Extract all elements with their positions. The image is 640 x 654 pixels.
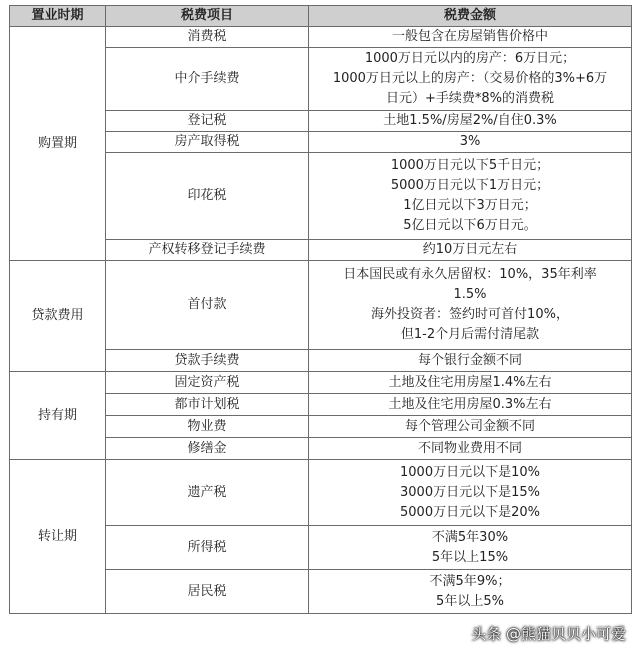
header-amount: 税费金额 bbox=[309, 6, 632, 27]
table-row bbox=[10, 372, 632, 394]
item-cell: 物业费 bbox=[106, 416, 309, 438]
amount-cell: 1000万日元以下是10% 3000万日元以下是15% 5000万日元以下是20% bbox=[309, 460, 632, 526]
amount-cell: 不满5年30% 5年以上15% bbox=[309, 526, 632, 570]
table-header-row bbox=[10, 6, 632, 27]
table-row bbox=[10, 261, 632, 350]
item-cell: 固定资产税 bbox=[106, 372, 309, 394]
item-cell: 首付款 bbox=[106, 261, 309, 350]
header-item: 税费项目 bbox=[106, 6, 309, 27]
amount-cell: 土地1.5%/房屋2%/自住0.3% bbox=[309, 111, 632, 132]
item-cell: 登记税 bbox=[106, 111, 309, 132]
period-loan: 贷款费用 bbox=[10, 261, 106, 372]
amount-cell: 土地及住宅用房屋1.4%左右 bbox=[309, 372, 632, 394]
item-cell: 所得税 bbox=[106, 526, 309, 570]
amount-cell: 不满5年9%； 5年以上5% bbox=[309, 570, 632, 614]
period-transfer: 转让期 bbox=[10, 460, 106, 614]
item-cell: 产权转移登记手续费 bbox=[106, 240, 309, 261]
item-cell: 房产取得税 bbox=[106, 132, 309, 153]
table-row bbox=[10, 27, 632, 48]
item-cell: 消费税 bbox=[106, 27, 309, 48]
amount-cell: 1000万日元以内的房产：6万日元； 1000万日元以上的房产：（交易价格的3%+6万 日元）+手续费*8%的消费税 bbox=[309, 48, 632, 111]
period-purchase: 购置期 bbox=[10, 27, 106, 261]
amount-cell: 土地及住宅用房屋0.3%左右 bbox=[309, 394, 632, 416]
amount-cell: 每个银行金额不同 bbox=[309, 350, 632, 372]
item-cell: 贷款手续费 bbox=[106, 350, 309, 372]
item-cell: 居民税 bbox=[106, 570, 309, 614]
watermark: 头条 @熊猫贝贝小可爱 bbox=[471, 625, 626, 643]
amount-cell: 日本国民或有永久居留权：10%，35年利率 1.5% 海外投资者：签约时可首付10%， 但1-2个月后需付清尾款 bbox=[309, 261, 632, 350]
item-cell: 都市计划税 bbox=[106, 394, 309, 416]
header-period: 置业时期 bbox=[10, 6, 106, 27]
tax-fee-table bbox=[9, 5, 632, 614]
item-cell: 修缮金 bbox=[106, 438, 309, 460]
item-cell: 遗产税 bbox=[106, 460, 309, 526]
item-cell: 中介手续费 bbox=[106, 48, 309, 111]
item-cell: 印花税 bbox=[106, 153, 309, 240]
amount-cell: 不同物业费用不同 bbox=[309, 438, 632, 460]
amount-cell: 每个管理公司金额不同 bbox=[309, 416, 632, 438]
amount-cell: 1000万日元以下5千日元； 5000万日元以下1万日元； 1亿日元以下3万日元； 5亿日元以下6万日元。 bbox=[309, 153, 632, 240]
table-row bbox=[10, 460, 632, 526]
amount-cell: 约10万日元左右 bbox=[309, 240, 632, 261]
amount-cell: 一般包含在房屋销售价格中 bbox=[309, 27, 632, 48]
period-holding: 持有期 bbox=[10, 372, 106, 460]
amount-cell: 3% bbox=[309, 132, 632, 153]
